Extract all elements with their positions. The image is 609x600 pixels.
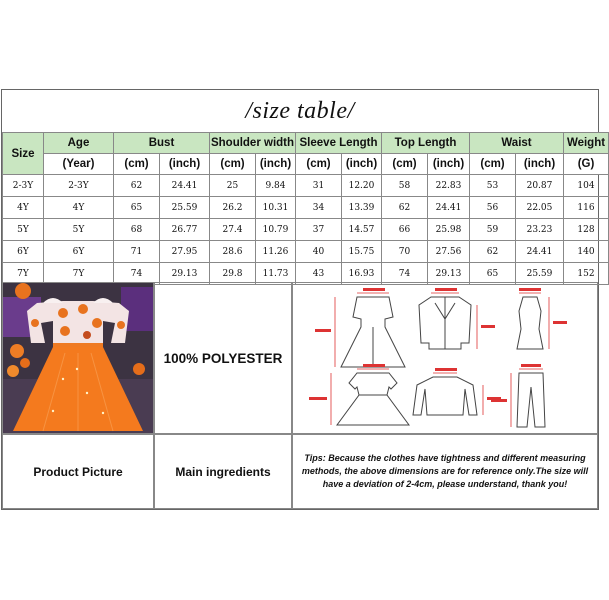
table-cell: 6Y: [3, 241, 44, 263]
size-table: [2, 132, 609, 285]
table-cell: 62: [114, 175, 160, 197]
table-cell: 116: [564, 197, 609, 219]
table-cell: 65: [114, 197, 160, 219]
table-cell: 11.73: [256, 263, 296, 285]
table-cell: 58: [382, 175, 428, 197]
table-cell: 24.41: [516, 241, 564, 263]
size-chart: [1, 89, 606, 510]
table-cell: 62: [470, 241, 516, 263]
table-cell: 70: [382, 241, 428, 263]
unit-header: (cm): [470, 154, 516, 175]
tips-note: Tips: Because the clothes have tightness and different measuring methods, the above dimensions are for reference only.The size will have a deviation of 2-4cm, please understand, thank you!: [292, 434, 598, 509]
shoulder-header: Shoulder width: [210, 133, 296, 154]
table-cell: 25.98: [428, 219, 470, 241]
table-cell: 10.31: [256, 197, 296, 219]
table-cell: 16.93: [342, 263, 382, 285]
unit-header: (inch): [256, 154, 296, 175]
table-cell: 128: [564, 219, 609, 241]
product-photo: [2, 282, 154, 434]
table-cell: 104: [564, 175, 609, 197]
table-cell: 26.2: [210, 197, 256, 219]
table-cell: 29.13: [160, 263, 210, 285]
table-cell: 74: [114, 263, 160, 285]
unit-header: (G): [564, 154, 609, 175]
unit-header: (inch): [342, 154, 382, 175]
unit-header: (inch): [160, 154, 210, 175]
table-cell: 29.13: [428, 263, 470, 285]
table-cell: 34: [296, 197, 342, 219]
age-header: Age: [44, 133, 114, 154]
unit-header: (Year): [44, 154, 114, 175]
table-cell: 11.26: [256, 241, 296, 263]
table-cell: 25: [210, 175, 256, 197]
table-cell: 20.87: [516, 175, 564, 197]
table-cell: 2-3Y: [3, 175, 44, 197]
table-cell: 10.79: [256, 219, 296, 241]
unit-header: (inch): [428, 154, 470, 175]
unit-row: [3, 154, 609, 175]
table-cell: 66: [382, 219, 428, 241]
table-cell: 56: [470, 197, 516, 219]
table-cell: 7Y: [44, 263, 114, 285]
table-row: [3, 219, 609, 241]
table-cell: 68: [114, 219, 160, 241]
table-cell: 9.84: [256, 175, 296, 197]
table-cell: 26.77: [160, 219, 210, 241]
main-ingredients-label: Main ingredients: [154, 434, 292, 509]
unit-header: (cm): [114, 154, 160, 175]
table-row: [3, 241, 609, 263]
table-row: [3, 197, 609, 219]
weight-header: Weight: [564, 133, 609, 154]
header-row: [3, 133, 609, 154]
table-cell: 7Y: [3, 263, 44, 285]
unit-header: (inch): [516, 154, 564, 175]
table-cell: 62: [382, 197, 428, 219]
table-cell: 4Y: [44, 197, 114, 219]
table-cell: 27.56: [428, 241, 470, 263]
table-cell: 53: [470, 175, 516, 197]
table-cell: 23.23: [516, 219, 564, 241]
table-cell: 2-3Y: [44, 175, 114, 197]
table-cell: 29.8: [210, 263, 256, 285]
sleeve-header: Sleeve Length: [296, 133, 382, 154]
waist-header: Waist: [470, 133, 564, 154]
table-cell: 5Y: [3, 219, 44, 241]
table-cell: 4Y: [3, 197, 44, 219]
table-cell: 28.6: [210, 241, 256, 263]
top-length-header: Top Length: [382, 133, 470, 154]
table-row: [3, 175, 609, 197]
table-cell: 27.95: [160, 241, 210, 263]
table-cell: 40: [296, 241, 342, 263]
measurement-diagrams: [292, 282, 598, 434]
bust-header: Bust: [114, 133, 210, 154]
table-cell: 5Y: [44, 219, 114, 241]
size-header: Size: [3, 133, 44, 175]
unit-header: (cm): [210, 154, 256, 175]
table-cell: 25.59: [516, 263, 564, 285]
table-cell: 22.05: [516, 197, 564, 219]
table-cell: 12.20: [342, 175, 382, 197]
table-cell: 25.59: [160, 197, 210, 219]
product-picture-label: Product Picture: [2, 434, 154, 509]
info-section: [2, 282, 598, 509]
table-cell: 71: [114, 241, 160, 263]
table-cell: 13.39: [342, 197, 382, 219]
table-cell: 140: [564, 241, 609, 263]
table-cell: 6Y: [44, 241, 114, 263]
unit-header: (cm): [382, 154, 428, 175]
table-cell: 43: [296, 263, 342, 285]
ingredient-value: 100% POLYESTER: [154, 282, 292, 434]
page-title: /size table/: [245, 97, 355, 124]
table-cell: 27.4: [210, 219, 256, 241]
table-cell: 37: [296, 219, 342, 241]
table-cell: 59: [470, 219, 516, 241]
table-cell: 22.83: [428, 175, 470, 197]
unit-header: (cm): [296, 154, 342, 175]
table-cell: 152: [564, 263, 609, 285]
table-cell: 65: [470, 263, 516, 285]
table-cell: 31: [296, 175, 342, 197]
table-cell: 24.41: [428, 197, 470, 219]
table-cell: 15.75: [342, 241, 382, 263]
table-cell: 24.41: [160, 175, 210, 197]
table-cell: 74: [382, 263, 428, 285]
table-cell: 14.57: [342, 219, 382, 241]
